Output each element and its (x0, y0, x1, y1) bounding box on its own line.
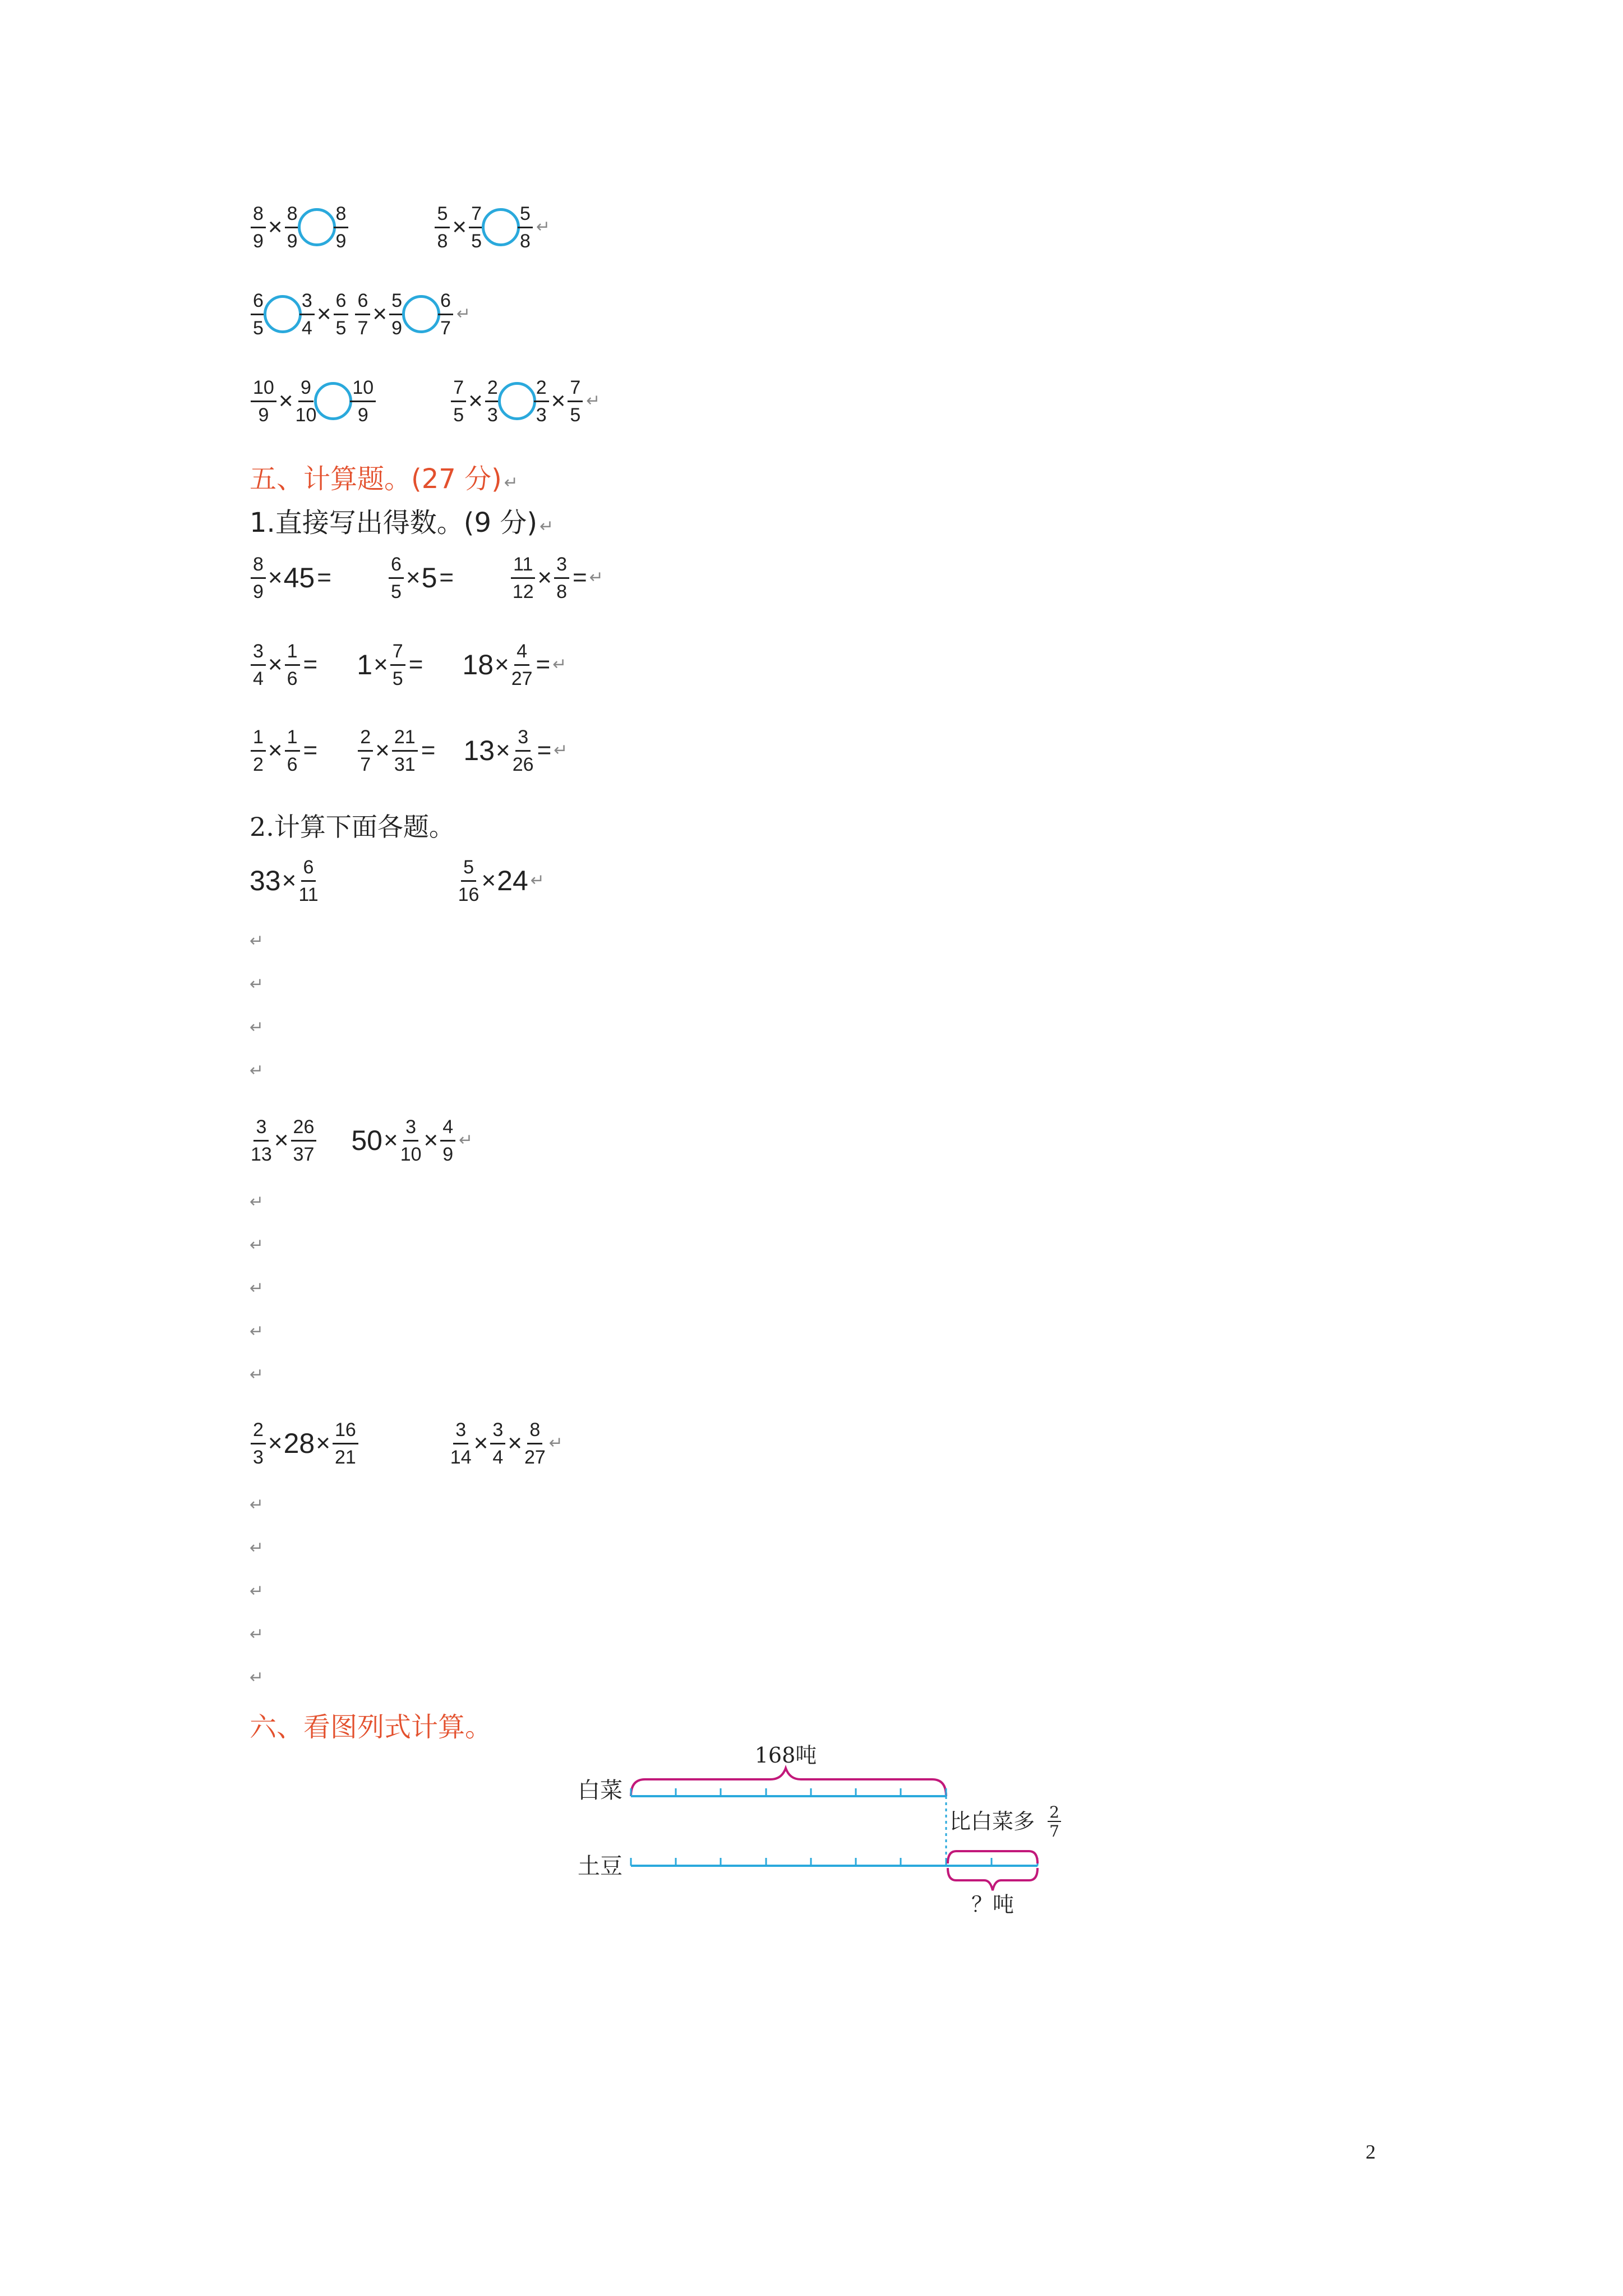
calc-item: $\frac{6}{5}$ × 5 = (388, 555, 454, 601)
comparison-circle-blank[interactable] (402, 295, 440, 333)
extra-brace-top (948, 1851, 1038, 1864)
fraction: $\frac{6}{5}$ (389, 555, 404, 601)
compare-item-2b: $\frac{6}{7}$ × $\frac{5}{9}$ $\frac{6}{7}$ ↵ (354, 291, 471, 338)
calc-row-2 (250, 1110, 473, 1171)
fraction: $\frac{6}{5}$ (251, 291, 266, 338)
fraction: $\frac{21}{31}$ (392, 728, 418, 774)
fraction: $\frac{8}{9}$ (285, 204, 300, 251)
fraction: $\frac{1}{6}$ (285, 728, 300, 774)
calc-item: 1 × $\frac{7}{5}$ = (357, 640, 423, 689)
extra-brace-bottom (948, 1868, 1038, 1890)
return-mark: ↵ (250, 932, 264, 950)
total-brace (631, 1768, 946, 1796)
fraction: $\frac{5}{8}$ (435, 204, 450, 251)
fraction: $\frac{8}{27}$ (524, 1419, 546, 1468)
calc-item: 18 × $\frac{4}{27}$ = ↵ (462, 640, 567, 689)
return-mark: ↵ (250, 1668, 264, 1687)
comparison-circle-blank[interactable] (314, 382, 352, 420)
fraction: $\frac{3}{14}$ (450, 1419, 472, 1468)
cabbage-label: 白菜 (578, 1778, 623, 1803)
section5-title: 五、计算题。(27 分) ↵ (250, 463, 518, 495)
fraction: $\frac{5}{16}$ (458, 856, 479, 905)
fraction: $\frac{3}{4}$ (251, 642, 266, 688)
compare-row-3 (250, 370, 600, 432)
total-label: 168吨 (754, 1743, 817, 1768)
calc-item: 33 × $\frac{6}{11}$ (250, 856, 319, 905)
line-segment-diagram (561, 1733, 1099, 1924)
fraction: $\frac{8}{9}$ (334, 204, 349, 251)
question-label: ？吨 (971, 1892, 1015, 1917)
calc-item: $\frac{2}{3}$ × 28 × $\frac{16}{21}$ (250, 1420, 359, 1467)
comparison-circle-blank[interactable] (498, 382, 536, 420)
return-mark: ↵ (250, 1193, 264, 1211)
calc-item: $\frac{3}{14}$ × $\frac{3}{4}$ × $\frac{8}{27}$ ↵ (450, 1419, 563, 1468)
calc-row-3 (250, 1412, 563, 1474)
fraction: $\frac{16}{21}$ (333, 1420, 358, 1467)
calc-item: $\frac{3}{4}$ × $\frac{1}{6}$ = (250, 642, 317, 688)
calc-row-1 (250, 850, 545, 912)
fraction: $\frac{10}{9}$ (350, 378, 376, 425)
calc-item: $\frac{3}{13}$ × $\frac{26}{37}$ (250, 1117, 317, 1164)
more-fraction-den: 7 (1049, 1822, 1059, 1841)
return-mark: ↵ (586, 392, 601, 410)
comparison-circle-blank[interactable] (298, 208, 336, 246)
fraction: $\frac{6}{7}$ (438, 291, 453, 338)
section5-part1-title: 1.直接写出得数。(9 分) ↵ (250, 507, 554, 539)
fraction: $\frac{6}{11}$ (298, 856, 319, 905)
fraction: $\frac{5}{8}$ (518, 204, 533, 251)
fraction: $\frac{3}{4}$ (299, 291, 315, 338)
fraction: $\frac{2}{3}$ (251, 1420, 266, 1467)
return-mark: ↵ (250, 1279, 264, 1297)
more-than-label: 比白菜多 (949, 1809, 1035, 1834)
direct-calc-row-1 (250, 547, 603, 609)
return-mark: ↵ (250, 975, 264, 993)
fraction: $\frac{9}{10}$ (295, 376, 317, 426)
cabbage-ticks (631, 1788, 946, 1796)
fraction: $\frac{6}{5}$ (334, 291, 349, 338)
fraction: $\frac{8}{9}$ (251, 204, 266, 251)
compare-item-1b: $\frac{5}{8}$ × $\frac{7}{5}$ $\frac{5}{8}$ ↵ (434, 204, 550, 251)
fraction: $\frac{4}{27}$ (511, 640, 533, 689)
calc-item: 50 × $\frac{3}{10}$ × $\frac{4}{9}$ ↵ (351, 1116, 473, 1165)
compare-item-3b: $\frac{7}{5}$ × $\frac{2}{3}$ $\frac{2}{3}$ × $\frac{7}{5}$ ↵ (450, 378, 600, 425)
fraction: $\frac{6}{7}$ (355, 291, 370, 338)
fraction: $\frac{2}{3}$ (534, 378, 549, 425)
calc-item: $\frac{5}{16}$ × 24 ↵ (458, 856, 545, 905)
calc-item: $\frac{1}{2}$ × $\frac{1}{6}$ = (250, 728, 317, 774)
page-number: 2 (1366, 2141, 1376, 2163)
return-mark: ↵ (250, 1236, 264, 1254)
comparison-circle-blank[interactable] (482, 208, 520, 246)
fraction: $\frac{3}{13}$ (251, 1116, 272, 1165)
compare-item-3a: $\frac{10}{9}$ × $\frac{9}{10}$ $\frac{10}{9}$ (250, 378, 377, 425)
potato-ticks (631, 1858, 1038, 1866)
fraction: $\frac{7}{5}$ (568, 378, 583, 425)
fraction: $\frac{7}{5}$ (469, 204, 484, 251)
direct-calc-row-2 (250, 634, 566, 696)
fraction: $\frac{3}{10}$ (400, 1116, 422, 1165)
return-mark: ↵ (250, 1582, 264, 1600)
fraction: $\frac{8}{9}$ (251, 555, 266, 601)
fraction: $\frac{3}{8}$ (554, 555, 569, 601)
section5-part2-title: 2.计算下面各题。 (250, 812, 455, 842)
return-mark: ↵ (250, 1625, 264, 1644)
compare-item-2a: $\frac{6}{5}$ $\frac{3}{4}$ × $\frac{6}{5}$ (250, 291, 349, 338)
return-mark: ↵ (250, 1018, 264, 1037)
direct-calc-row-3 (250, 720, 568, 781)
fraction: $\frac{7}{5}$ (451, 378, 466, 425)
calc-item: $\frac{2}{7}$ × $\frac{21}{31}$ = (357, 728, 435, 774)
fraction: $\frac{7}{5}$ (390, 642, 405, 688)
fraction: $\frac{26}{37}$ (291, 1117, 317, 1164)
return-mark: ↵ (456, 305, 471, 323)
calc-item: $\frac{11}{12}$ × $\frac{3}{8}$ = ↵ (510, 555, 603, 601)
fraction: $\frac{1}{6}$ (285, 642, 300, 688)
fraction: $\frac{3}{26}$ (512, 726, 534, 775)
return-mark: ↵ (536, 218, 551, 236)
fraction: $\frac{2}{7}$ (358, 728, 373, 774)
fraction: $\frac{3}{4}$ (490, 1420, 505, 1467)
fraction: $\frac{10}{9}$ (251, 378, 276, 425)
fraction: $\frac{2}{3}$ (485, 378, 500, 425)
return-mark: ↵ (250, 1322, 264, 1341)
calc-item: $\frac{8}{9}$ × 45 = (250, 555, 331, 601)
compare-row-1 (250, 196, 550, 258)
fraction: $\frac{5}{9}$ (389, 291, 404, 338)
section6-title: 六、看图列式计算。 (250, 1711, 492, 1743)
compare-item-1a: $\frac{8}{9}$ × $\frac{8}{9}$ $\frac{8}{9}$ (250, 204, 349, 251)
return-mark: ↵ (250, 1061, 264, 1080)
compare-row-2 (250, 283, 471, 345)
potato-label: 土豆 (578, 1853, 623, 1879)
fraction: $\frac{4}{9}$ (440, 1117, 455, 1164)
comparison-circle-blank[interactable] (264, 295, 302, 333)
return-mark: ↵ (250, 1539, 264, 1557)
more-fraction-num: 2 (1049, 1803, 1059, 1821)
return-mark: ↵ (250, 1365, 264, 1384)
return-mark: ↵ (250, 1496, 264, 1514)
fraction: $\frac{1}{2}$ (251, 728, 266, 774)
calc-item: 13 × $\frac{3}{26}$ = ↵ (463, 726, 568, 775)
fraction: $\frac{11}{12}$ (511, 555, 535, 601)
